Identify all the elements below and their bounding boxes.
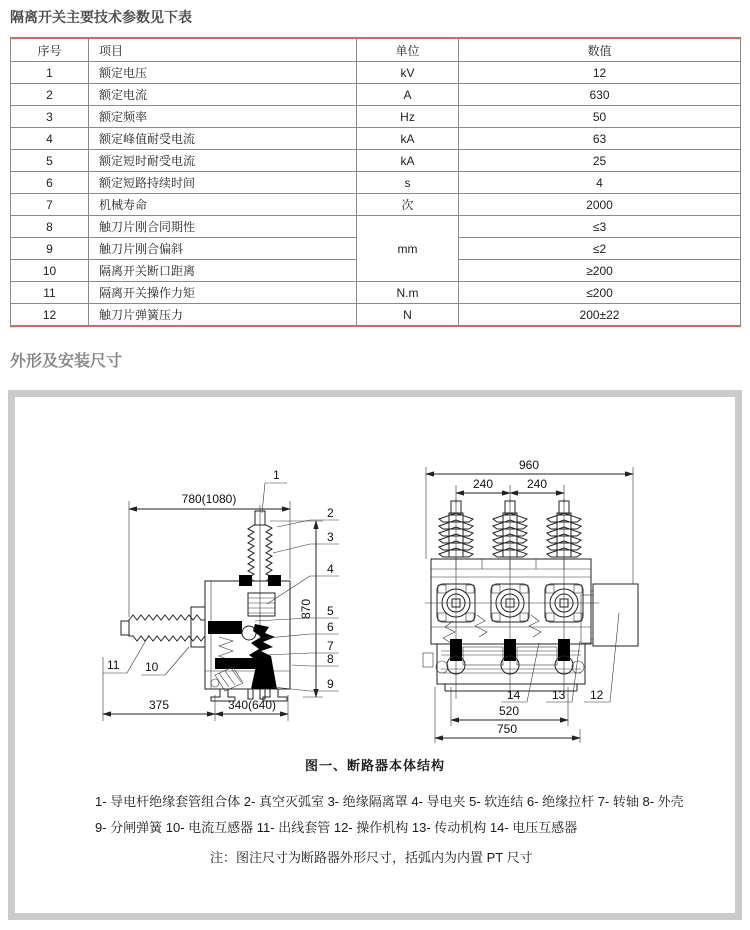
cell-item: 隔离开关操作力矩: [89, 282, 357, 304]
cell-item: 额定短时耐受电流: [89, 150, 357, 172]
callout-1: 1: [273, 468, 280, 482]
spring-shape: [529, 615, 541, 637]
callout-2: 2: [327, 506, 334, 520]
callout-3: 3: [327, 530, 334, 544]
dim-spacing-left-label: 240: [472, 477, 494, 491]
callout-5: 5: [327, 604, 334, 618]
cell-no: 12: [11, 304, 89, 327]
spec-table: [10, 37, 741, 327]
callout-11: 11: [107, 658, 120, 672]
cell-item: 触刀片刚合同期性: [89, 216, 357, 238]
cell-item: 触刀片弹簧压力: [89, 304, 357, 327]
callout-13: 13: [552, 688, 566, 702]
conductive-clamp-bar: [208, 621, 242, 634]
outlet-bushing: [121, 615, 205, 641]
figure-caption: 图一、断路器本体结构: [304, 758, 445, 773]
table-row: [11, 84, 741, 106]
table-header-row: [11, 38, 741, 62]
table-row: [11, 282, 741, 304]
internal-mechanism: [208, 575, 281, 691]
cell-value: ≤2: [459, 238, 741, 260]
table-row: [11, 216, 741, 238]
cell-unit: kA: [357, 128, 459, 150]
clamp-block-right: [268, 575, 281, 586]
vacuum-interrupter: [248, 593, 275, 616]
cell-no: 3: [11, 106, 89, 128]
table-row: [11, 304, 741, 327]
front-housing: [431, 559, 593, 644]
cell-no: 11: [11, 282, 89, 304]
table-row: [11, 106, 741, 128]
cell-item: 额定电流: [89, 84, 357, 106]
cell-value: ≤3: [459, 216, 741, 238]
callout-14: 14: [507, 688, 521, 702]
table-row: [11, 150, 741, 172]
section-title: 外形及安装尺寸: [10, 353, 123, 370]
table-row: [11, 62, 741, 84]
cell-no: 5: [11, 150, 89, 172]
header-no: 序号: [11, 38, 89, 62]
header-item: 项目: [89, 38, 357, 62]
side-view-drawing: [103, 468, 339, 721]
cell-no: 10: [11, 260, 89, 282]
cell-unit: s: [357, 172, 459, 194]
lower-bar: [215, 658, 260, 669]
callout-4: 4: [327, 562, 334, 576]
cell-item: 隔离开关断口距离: [89, 260, 357, 282]
cell-unit: Hz: [357, 106, 459, 128]
table-row: [11, 128, 741, 150]
cell-no: 1: [11, 62, 89, 84]
dim-top-width-label: 780(1080): [181, 492, 237, 506]
figure-legend-line2: 9- 分闸弹簧 10- 电流互感器 11- 出线套管 12- 操作机构 13- 传动机构 14- 电压互感器: [95, 820, 578, 835]
cell-item: 触刀片刚合偏斜: [89, 238, 357, 260]
cell-value: 4: [459, 172, 741, 194]
cell-value: 25: [459, 150, 741, 172]
dim-base-outer-label: 750: [496, 722, 518, 736]
cell-value: ≤200: [459, 282, 741, 304]
header-unit: 单位: [357, 38, 459, 62]
cell-no: 9: [11, 238, 89, 260]
table-row: [11, 172, 741, 194]
front-base: [423, 639, 585, 691]
clamp-block-left: [239, 575, 252, 586]
callout-12: 12: [590, 688, 604, 702]
figure-panel: [8, 390, 742, 920]
cell-unit: kV: [357, 62, 459, 84]
mechanism-box: [591, 584, 638, 646]
spring-shape: [475, 615, 487, 637]
callout-10: 10: [145, 660, 159, 674]
technical-drawing: [15, 399, 735, 753]
callout-9: 9: [327, 677, 334, 691]
dim-height-label: 870: [299, 598, 313, 620]
cell-value: 50: [459, 106, 741, 128]
hatched-part: [215, 667, 243, 691]
callout-6: 6: [327, 620, 334, 634]
cell-unit-merged: mm: [357, 216, 459, 282]
cell-no: 4: [11, 128, 89, 150]
cell-no: 7: [11, 194, 89, 216]
dim-total-width-label: 960: [518, 458, 540, 472]
figure-note: 注：图注尺寸为断路器外形尺寸，括弧内为内置 PT 尺寸: [210, 850, 533, 865]
cell-unit: 次: [357, 194, 459, 216]
dim-spacing-right-label: 240: [526, 477, 548, 491]
spring-zigzag: [219, 637, 233, 661]
cell-unit: kA: [357, 150, 459, 172]
cell-unit: N: [357, 304, 459, 327]
cell-value: 200±22: [459, 304, 741, 327]
cell-unit: N.m: [357, 282, 459, 304]
mechanism-silhouette: [249, 624, 277, 689]
cell-item: 机械寿命: [89, 194, 357, 216]
cell-no: 2: [11, 84, 89, 106]
front-view-drawing: [423, 458, 638, 743]
header-value: 数值: [459, 38, 741, 62]
cell-unit: A: [357, 84, 459, 106]
cell-value: 63: [459, 128, 741, 150]
cell-item: 额定峰值耐受电流: [89, 128, 357, 150]
dim-bottom-right-label: 340(640): [227, 698, 277, 712]
cell-item: 额定频率: [89, 106, 357, 128]
cell-item: 额定短路持续时间: [89, 172, 357, 194]
cell-value: ≥200: [459, 260, 741, 282]
cell-value: 2000: [459, 194, 741, 216]
cell-no: 8: [11, 216, 89, 238]
dim-bottom-left-label: 375: [148, 698, 170, 712]
callout-7: 7: [327, 639, 334, 653]
callout-8: 8: [327, 652, 334, 666]
cell-no: 6: [11, 172, 89, 194]
cell-value: 12: [459, 62, 741, 84]
figure-legend-line1: 1- 导电杆绝缘套管组合体 2- 真空灭弧室 3- 绝缘隔离罩 4- 导电夹 5- 软连结 6- 绝缘拉杆 7- 转轴 8- 外壳: [95, 794, 684, 809]
cell-value: 630: [459, 84, 741, 106]
page-title: 隔离开关主要技术参数见下表: [10, 9, 192, 25]
dim-base-inner-label: 520: [498, 704, 520, 718]
pivot-circle: [211, 679, 219, 687]
table-row: [11, 194, 741, 216]
cell-item: 额定电压: [89, 62, 357, 84]
